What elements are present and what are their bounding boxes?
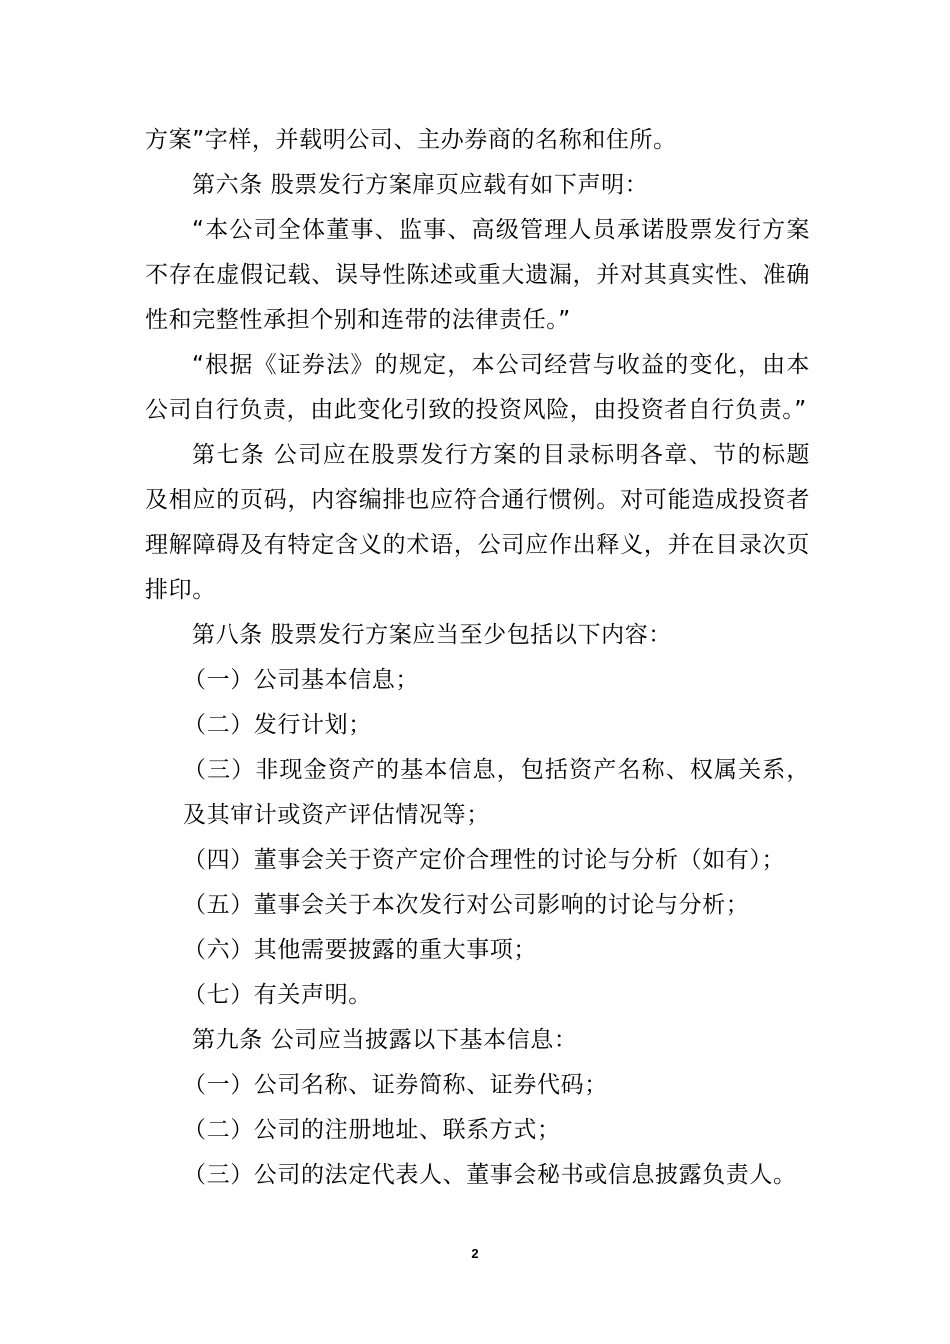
list-item: （二）发行计划； — [183, 712, 372, 738]
list-item: （五）董事会关于本次发行对公司影响的讨论与分析； — [183, 892, 750, 918]
article-6-heading: 第六条 股票发行方案扉页应载有如下声明： — [192, 172, 649, 198]
statement-quote-2: “根据《证券法》的规定，本公司经营与收益的变化，由本公司自行负责，由此变化引致的投资风险，由投资者自行负责。” — [145, 352, 810, 423]
document-body — [145, 118, 810, 1198]
list-item: （一）公司基本信息； — [183, 667, 419, 693]
list-item: （三）公司的法定代表人、董事会秘书或信息披露负责人。 — [183, 1162, 797, 1188]
list-item: （六）其他需要披露的重大事项； — [183, 937, 537, 963]
article-7-paragraph: 第七条 公司应在股票发行方案的目录标明各章、节的标题及相应的页码，内容编排也应符合通行惯例。对可能造成投资者理解障碍及有特定含义的术语，公司应作出释义，并在目录次页排印。 — [145, 442, 810, 603]
list-item: （二）公司的注册地址、联系方式； — [183, 1117, 561, 1143]
page-number: 2 — [471, 1246, 479, 1261]
paragraph-continuation: 方案”字样，并载明公司、主办券商的名称和住所。 — [145, 127, 677, 153]
list-item: （七）有关声明。 — [183, 982, 372, 1008]
article-9-heading: 第九条 公司应当披露以下基本信息： — [192, 1027, 578, 1053]
article-8-heading: 第八条 股票发行方案应当至少包括以下内容： — [192, 622, 672, 648]
list-item: （四）董事会关于资产定价合理性的讨论与分析（如有）； — [183, 847, 786, 873]
list-item: （一）公司名称、证券简称、证券代码； — [183, 1072, 608, 1098]
list-item: （三）非现金资产的基本信息，包括资产名称、权属关系，及其审计或资产评估情况等； — [183, 757, 810, 828]
statement-quote-1: “本公司全体董事、监事、高级管理人员承诺股票发行方案不存在虚假记载、误导性陈述或重大遗漏，并对其真实性、准确性和完整性承担个别和连带的法律责任。” — [145, 217, 810, 333]
